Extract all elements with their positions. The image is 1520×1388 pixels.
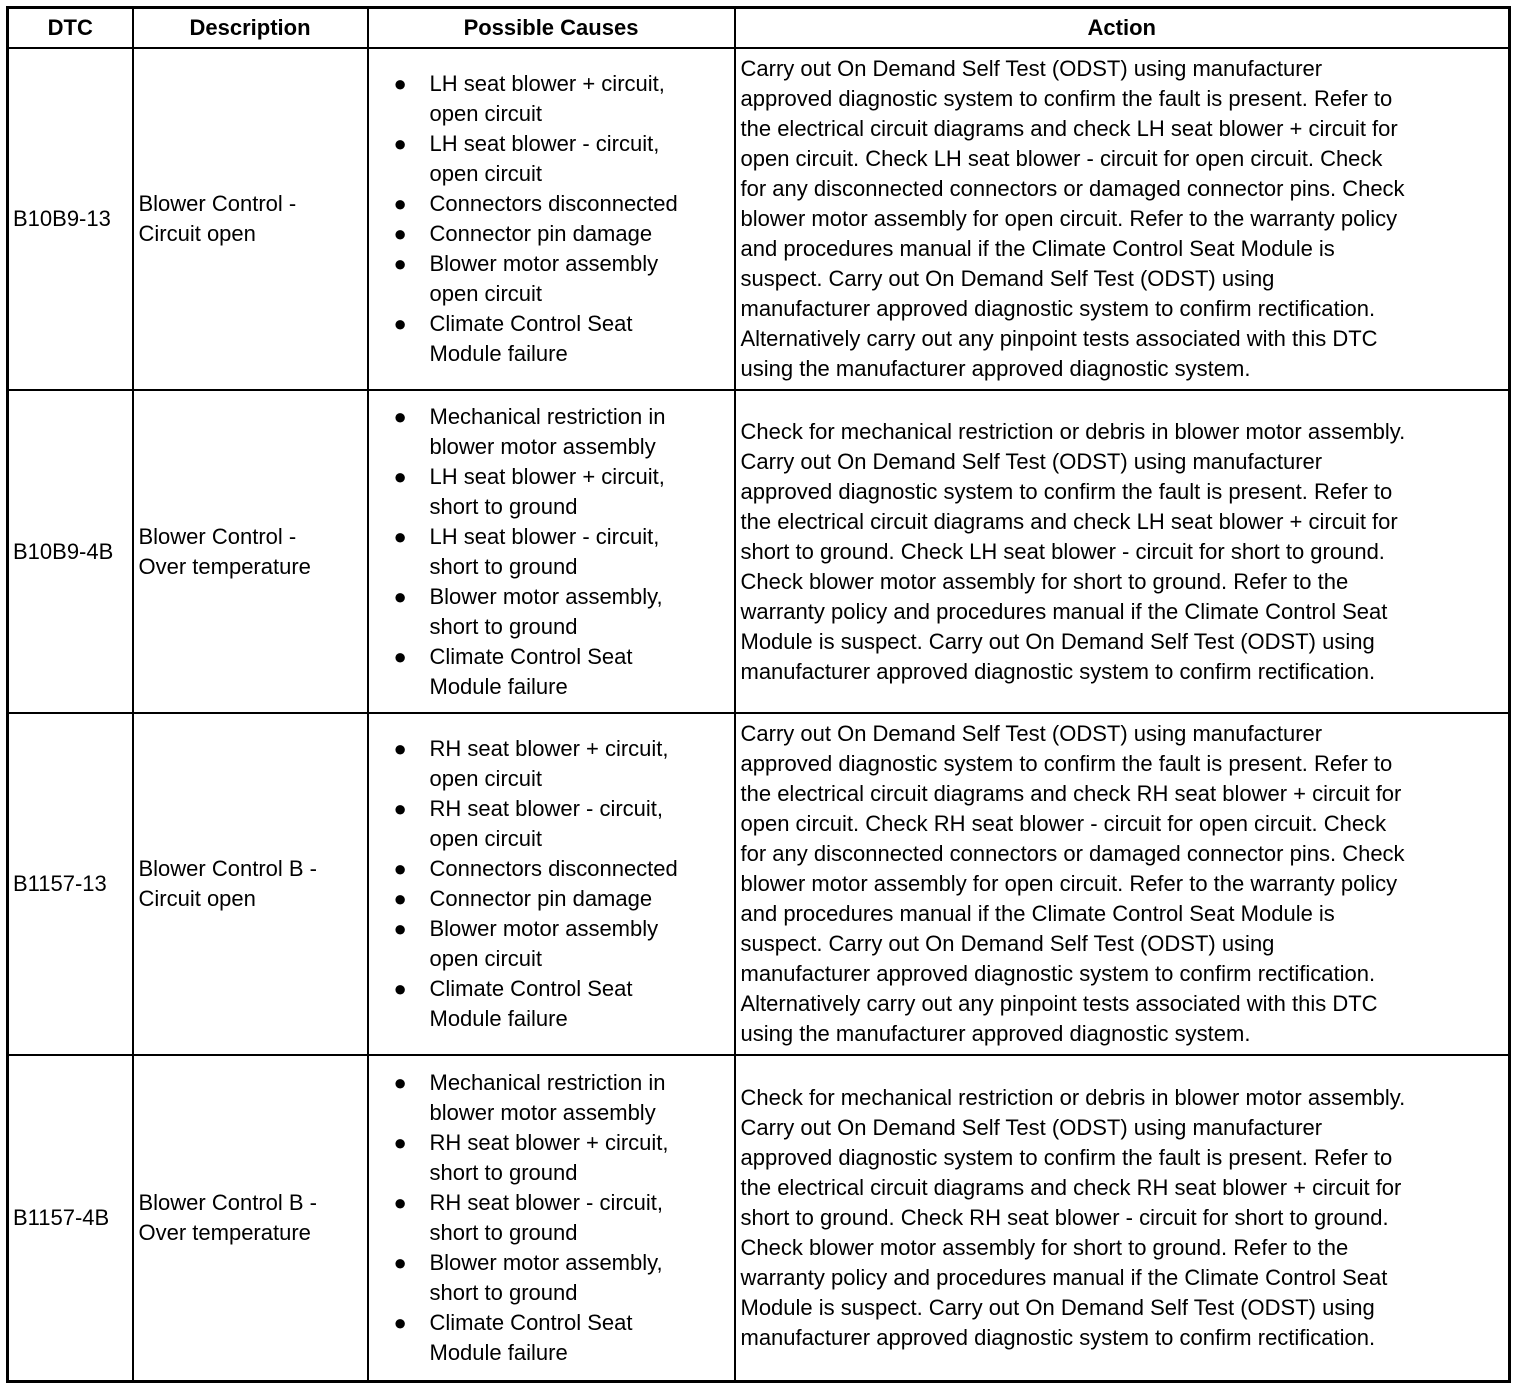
dtc-description: Blower Control B - Circuit open	[133, 713, 368, 1055]
cause-item	[394, 1308, 729, 1368]
header-dtc: DTC	[8, 8, 133, 49]
cause-item	[394, 914, 729, 974]
cause-text: LH seat blower + circuit, open circuit	[429, 71, 665, 126]
causes-list	[374, 69, 729, 369]
cause-text: RH seat blower - circuit, short to ground	[429, 1189, 664, 1245]
bullet-icon: ●	[393, 886, 407, 911]
cause-text: Blower motor assembly open circuit	[429, 251, 659, 306]
table-body	[8, 48, 1510, 1381]
dtc-description: Blower Control - Over temperature	[133, 390, 368, 713]
cause-text: Connector pin damage	[429, 221, 653, 246]
cause-item	[394, 69, 729, 129]
header-action: Action	[735, 8, 1510, 49]
possible-causes-cell	[368, 1055, 735, 1381]
bullet-icon: ●	[393, 1309, 407, 1335]
cause-item	[394, 1128, 729, 1188]
table-row	[8, 48, 1510, 390]
cause-item	[394, 189, 729, 219]
header-row	[8, 8, 1510, 49]
bullet-icon: ●	[393, 856, 407, 881]
bullet-icon: ●	[393, 221, 407, 246]
dtc-description: Blower Control - Circuit open	[133, 48, 368, 390]
cause-text: LH seat blower - circuit, open circuit	[429, 131, 660, 186]
bullet-icon: ●	[393, 1129, 407, 1155]
causes-list	[374, 402, 729, 702]
bullet-icon: ●	[393, 583, 407, 609]
bullet-icon: ●	[393, 1069, 407, 1095]
cause-item	[394, 309, 729, 369]
bullet-icon: ●	[393, 463, 407, 489]
cause-text: LH seat blower - circuit, short to ground	[429, 523, 660, 579]
bullet-icon: ●	[393, 1249, 407, 1275]
bullet-icon: ●	[393, 131, 407, 156]
action-text: Carry out On Demand Self Test (ODST) using manufacturer approved diagnostic system to confirm the fault is present. Refer to the electrical circuit diagrams and check RH seat blower + circuit for open circuit. Check RH seat blower - circuit for open circuit. Check for any disconnected connectors or damaged connector pins. Check blower motor assembly for open circuit. Refer to the warranty policy and procedures manual if the Climate Control Seat Module is suspect. Carry out On Demand Self Test (ODST) using manufacturer approved diagnostic system to confirm rectification. Alternatively carry out any pinpoint tests associated with this DTC using the manufacturer approved diagnostic system.	[735, 713, 1510, 1055]
bullet-icon: ●	[393, 643, 407, 669]
causes-list	[374, 734, 729, 1034]
cause-text: Climate Control Seat Module failure	[429, 976, 633, 1031]
cause-item	[394, 1188, 729, 1248]
dtc-table	[6, 6, 1511, 1383]
causes-list	[374, 1068, 729, 1368]
cause-text: Blower motor assembly open circuit	[429, 916, 659, 971]
cause-item	[394, 219, 729, 249]
bullet-icon: ●	[393, 311, 407, 336]
action-text: Carry out On Demand Self Test (ODST) using manufacturer approved diagnostic system to confirm the fault is present. Refer to the electrical circuit diagrams and check LH seat blower + circuit for open circuit. Check LH seat blower - circuit for open circuit. Check for any disconnected connectors or damaged connector pins. Check blower motor assembly for open circuit. Refer to the warranty policy and procedures manual if the Climate Control Seat Module is suspect. Carry out On Demand Self Test (ODST) using manufacturer approved diagnostic system to confirm rectification. Alternatively carry out any pinpoint tests associated with this DTC using the manufacturer approved diagnostic system.	[735, 48, 1510, 390]
bullet-icon: ●	[393, 251, 407, 276]
action-text: Check for mechanical restriction or debris in blower motor assembly. Carry out On Demand Self Test (ODST) using manufacturer approved diagnostic system to confirm the fault is present. Refer to the electrical circuit diagrams and check RH seat blower + circuit for short to ground. Check RH seat blower - circuit for short to ground. Check blower motor assembly for short to ground. Refer to the warranty policy and procedures manual if the Climate Control Seat Module is suspect. Carry out On Demand Self Test (ODST) using manufacturer approved diagnostic system to confirm rectification.	[735, 1055, 1510, 1381]
cause-item	[394, 884, 729, 914]
bullet-icon: ●	[393, 71, 407, 96]
cause-item	[394, 402, 729, 462]
bullet-icon: ●	[393, 796, 407, 821]
cause-item	[394, 129, 729, 189]
dtc-code: B1157-4B	[8, 1055, 133, 1381]
bullet-icon: ●	[393, 523, 407, 549]
bullet-icon: ●	[393, 191, 407, 216]
cause-text: Mechanical restriction in blower motor assembly	[429, 1069, 666, 1125]
cause-text: Blower motor assembly, short to ground	[429, 583, 663, 639]
cause-item	[394, 794, 729, 854]
bullet-icon: ●	[393, 1189, 407, 1215]
possible-causes-cell	[368, 48, 735, 390]
cause-text: Mechanical restriction in blower motor assembly	[429, 403, 666, 459]
bullet-icon: ●	[393, 976, 407, 1001]
cause-item	[394, 854, 729, 884]
cause-item	[394, 642, 729, 702]
cause-item	[394, 1248, 729, 1308]
cause-item	[394, 1068, 729, 1128]
cause-text: RH seat blower + circuit, open circuit	[429, 736, 669, 791]
cause-text: Climate Control Seat Module failure	[429, 1309, 633, 1365]
dtc-description: Blower Control B - Over temperature	[133, 1055, 368, 1381]
dtc-code: B1157-13	[8, 713, 133, 1055]
cause-text: LH seat blower + circuit, short to ground	[429, 463, 665, 519]
cause-text: RH seat blower + circuit, short to ground	[429, 1129, 669, 1185]
cause-item	[394, 249, 729, 309]
bullet-icon: ●	[393, 916, 407, 941]
bullet-icon: ●	[393, 736, 407, 761]
action-text: Check for mechanical restriction or debris in blower motor assembly. Carry out On Demand Self Test (ODST) using manufacturer approved diagnostic system to confirm the fault is present. Refer to the electrical circuit diagrams and check LH seat blower + circuit for short to ground. Check LH seat blower - circuit for short to ground. Check blower motor assembly for short to ground. Refer to the warranty policy and procedures manual if the Climate Control Seat Module is suspect. Carry out On Demand Self Test (ODST) using manufacturer approved diagnostic system to confirm rectification.	[735, 390, 1510, 713]
cause-item	[394, 522, 729, 582]
cause-text: Climate Control Seat Module failure	[429, 643, 633, 699]
header-description: Description	[133, 8, 368, 49]
cause-item	[394, 462, 729, 522]
cause-item	[394, 582, 729, 642]
cause-item	[394, 974, 729, 1034]
table-row	[8, 1055, 1510, 1381]
bullet-icon: ●	[393, 403, 407, 429]
dtc-code: B10B9-13	[8, 48, 133, 390]
cause-text: Connector pin damage	[429, 886, 653, 911]
cause-text: Connectors disconnected	[429, 191, 678, 216]
dtc-code: B10B9-4B	[8, 390, 133, 713]
cause-text: Climate Control Seat Module failure	[429, 311, 633, 366]
header-possible-causes: Possible Causes	[368, 8, 735, 49]
cause-text: Blower motor assembly, short to ground	[429, 1249, 663, 1305]
table-row	[8, 390, 1510, 713]
cause-text: Connectors disconnected	[429, 856, 678, 881]
cause-text: RH seat blower - circuit, open circuit	[429, 796, 664, 851]
possible-causes-cell	[368, 390, 735, 713]
possible-causes-cell	[368, 713, 735, 1055]
table-row	[8, 713, 1510, 1055]
cause-item	[394, 734, 729, 794]
